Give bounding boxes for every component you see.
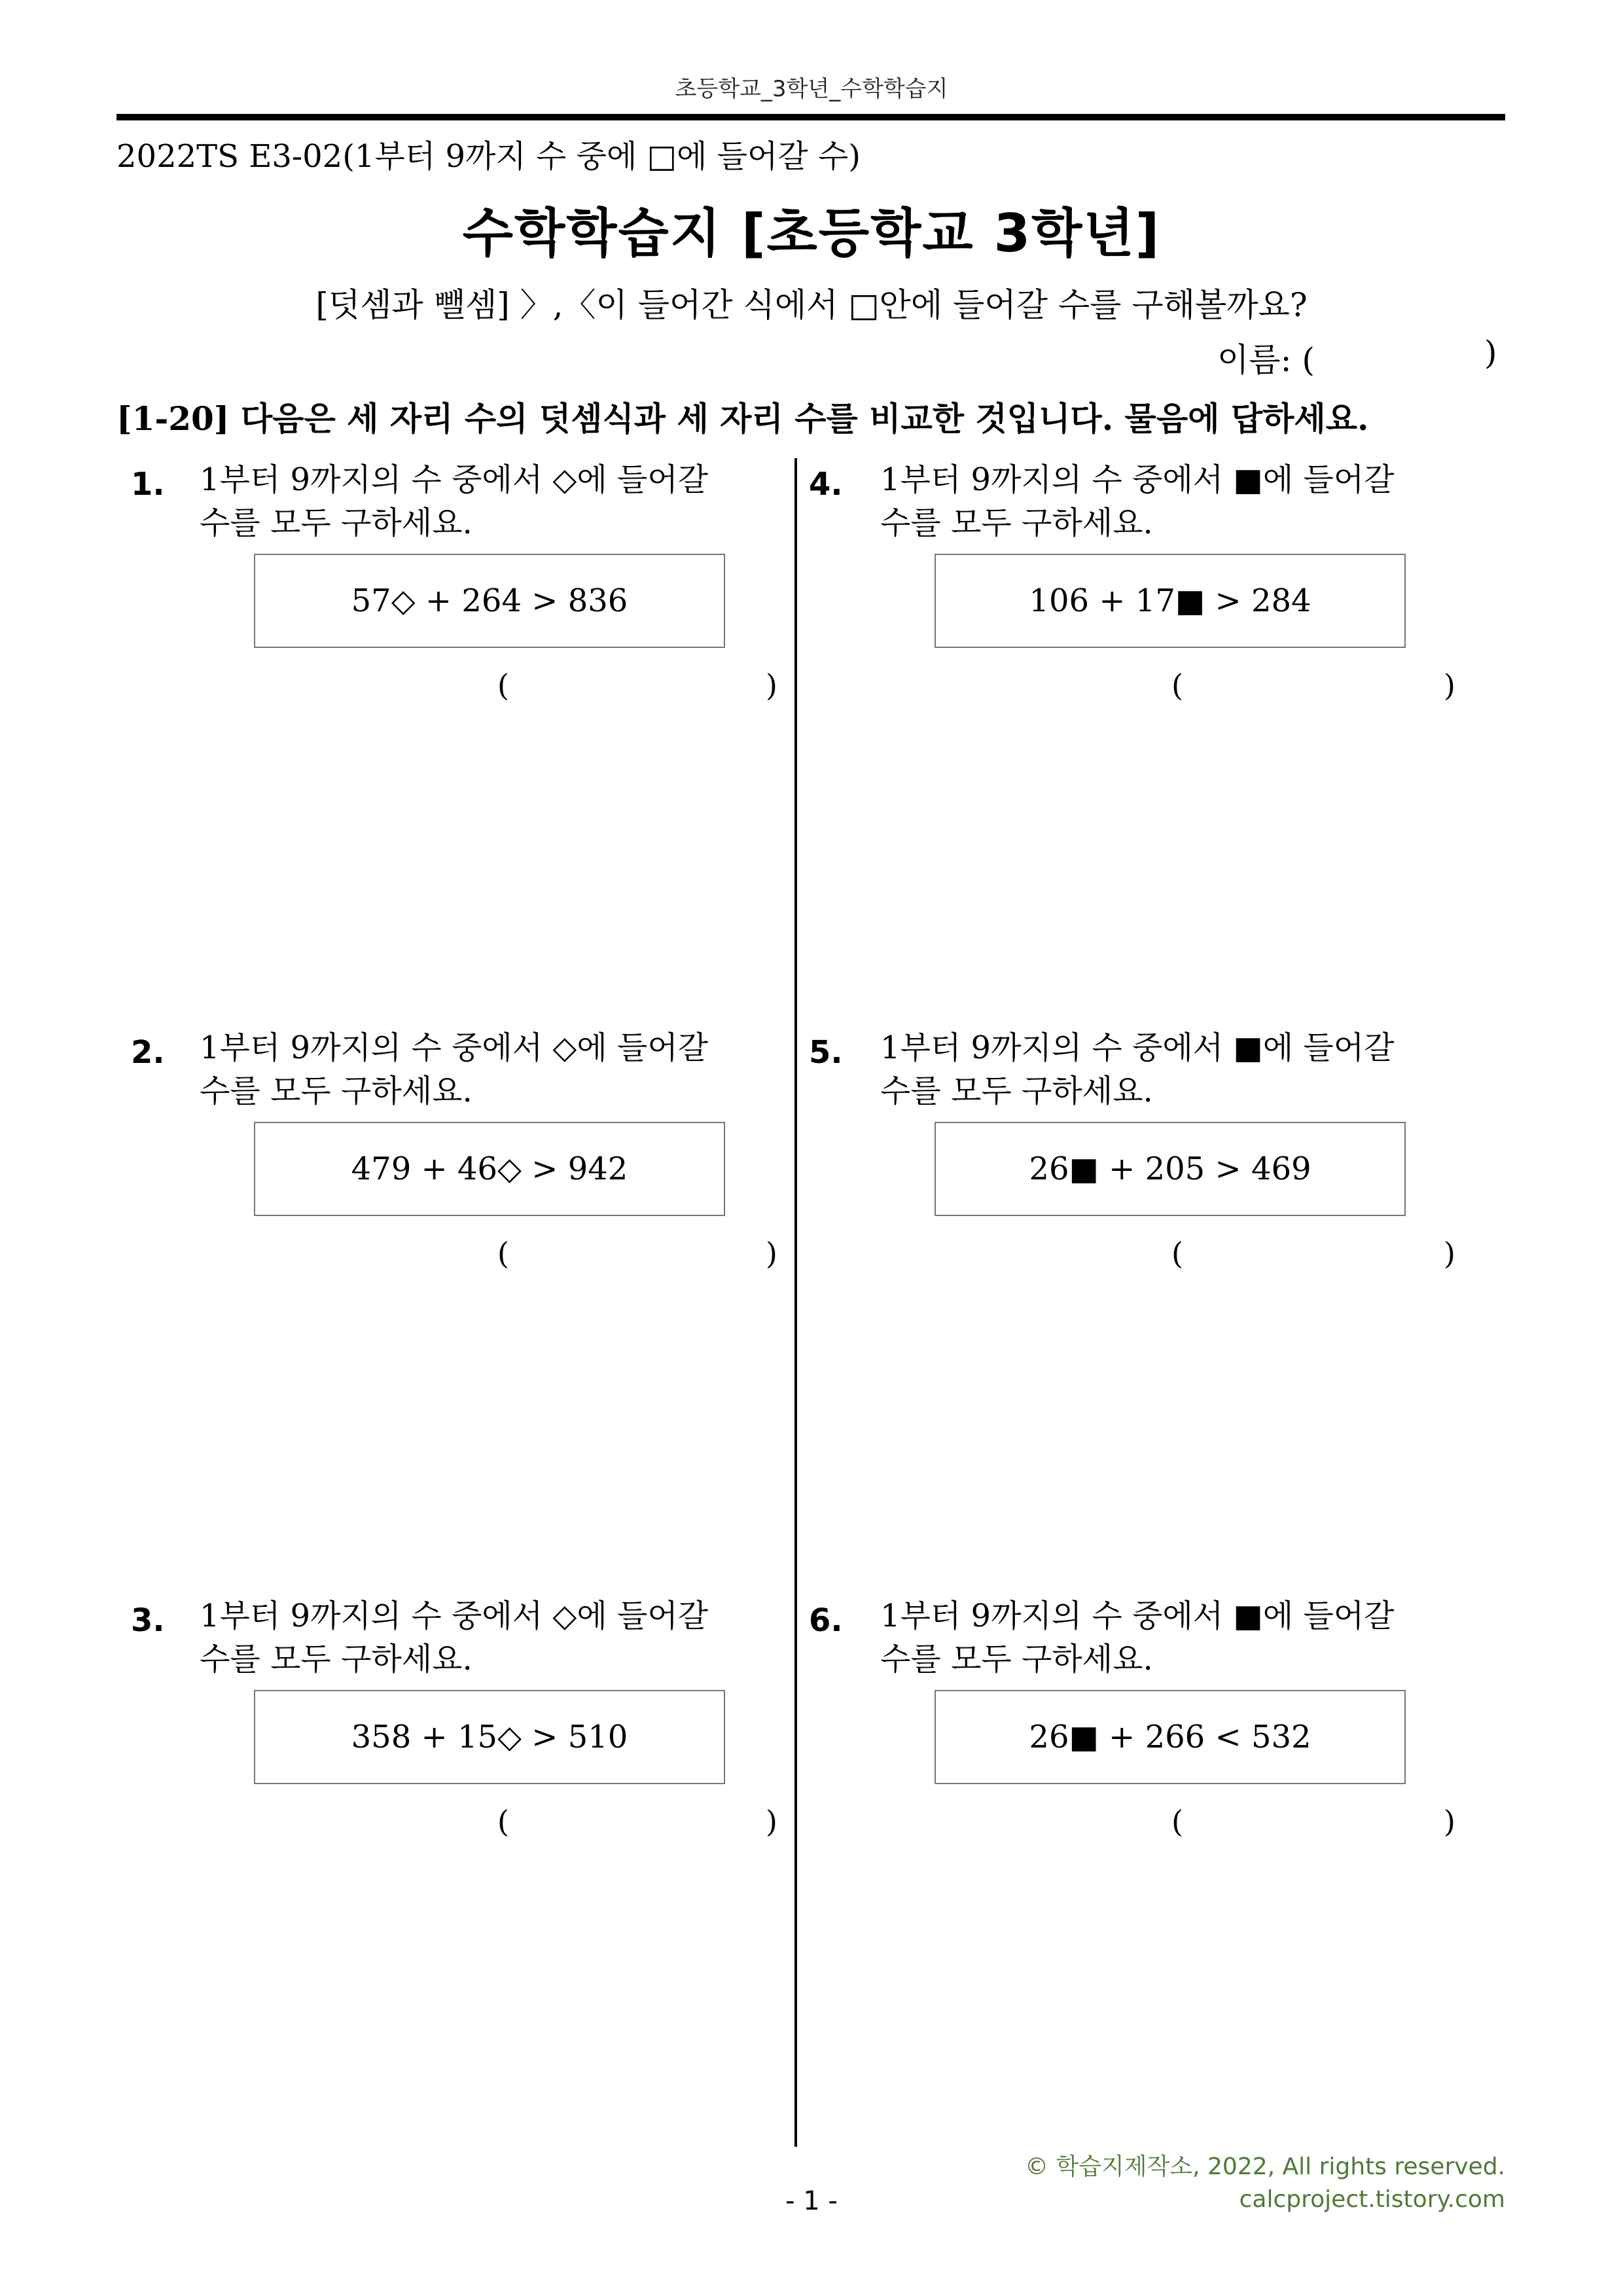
problem-5-line1: 1부터 9까지의 수 중에서 ■에 들어갈	[880, 1030, 1395, 1066]
copyright-notice: © 학습지제작소, 2022, All rights reserved.	[1025, 2153, 1505, 2180]
problem-3-answer-close: )	[766, 1804, 777, 1839]
page-title: 수학학습지 [초등학교 3학년]	[462, 203, 1161, 264]
problem-6-expression: 26■ + 266 < 532	[935, 1690, 1406, 1784]
instruction: [1-20] 다음은 세 자리 수의 덧셈식과 세 자리 수를 비교한 것입니다. 물음에 답하세요.	[116, 399, 1369, 438]
running-title: 초등학교_3학년_수학학습지	[675, 76, 948, 102]
problem-6-line2: 수를 모두 구하세요.	[880, 1641, 1153, 1677]
header-rule	[116, 114, 1505, 120]
problem-1-line2: 수를 모두 구하세요.	[200, 505, 473, 541]
problem-5-line2: 수를 모두 구하세요.	[880, 1073, 1153, 1109]
page-number: - 1 -	[785, 2186, 838, 2216]
problem-4-answer-close: )	[1444, 668, 1455, 703]
column-divider	[794, 458, 797, 2147]
problem-1-line1: 1부터 9까지의 수 중에서 ◇에 들어갈	[200, 461, 709, 498]
page-subtitle: [덧셈과 뺄셈] 〉,〈이 들어간 식에서 □안에 들어갈 수를 구해볼까요?	[315, 286, 1308, 324]
name-label: 이름: (	[1217, 341, 1315, 379]
problem-3-expression: 358 + 15◇ > 510	[254, 1690, 725, 1784]
problem-4-line1: 1부터 9까지의 수 중에서 ■에 들어갈	[880, 461, 1395, 498]
problem-4-number: 4.	[809, 466, 843, 503]
problem-5-answer-close: )	[1444, 1236, 1455, 1271]
problem-6-number: 6.	[809, 1602, 843, 1639]
problem-6-answer-close: )	[1444, 1804, 1455, 1839]
problem-4-answer-open: (	[1171, 668, 1183, 703]
problem-2-answer-close: )	[766, 1236, 777, 1271]
problem-3-line2: 수를 모두 구하세요.	[200, 1641, 473, 1677]
problem-4-line2: 수를 모두 구하세요.	[880, 505, 1153, 541]
problem-4-expression: 106 + 17■ > 284	[935, 554, 1406, 648]
problem-3-answer-open: (	[497, 1804, 509, 1839]
problem-2-expression: 479 + 46◇ > 942	[254, 1122, 725, 1216]
problem-5-answer-open: (	[1171, 1236, 1183, 1271]
problem-5-number: 5.	[809, 1034, 843, 1071]
problem-1-answer-close: )	[766, 668, 777, 703]
problem-1-expression: 57◇ + 264 > 836	[254, 554, 725, 648]
problem-2-answer-open: (	[497, 1236, 509, 1271]
name-close-paren: )	[1484, 334, 1497, 372]
problem-1-answer-open: (	[497, 668, 509, 703]
worksheet-code: 2022TS E3-02(1부터 9까지 수 중에 □에 들어갈 수)	[116, 138, 861, 175]
problem-6-answer-open: (	[1171, 1804, 1183, 1839]
problem-6-line1: 1부터 9까지의 수 중에서 ■에 들어갈	[880, 1598, 1395, 1634]
problem-5-expression: 26■ + 205 > 469	[935, 1122, 1406, 1216]
problem-3-number: 3.	[131, 1602, 165, 1639]
site-url: calcproject.tistory.com	[1239, 2186, 1505, 2213]
problem-2-number: 2.	[131, 1034, 165, 1071]
problem-2-line1: 1부터 9까지의 수 중에서 ◇에 들어갈	[200, 1030, 709, 1066]
problem-1-number: 1.	[131, 466, 165, 503]
problem-2-line2: 수를 모두 구하세요.	[200, 1073, 473, 1109]
problem-3-line1: 1부터 9까지의 수 중에서 ◇에 들어갈	[200, 1598, 709, 1634]
